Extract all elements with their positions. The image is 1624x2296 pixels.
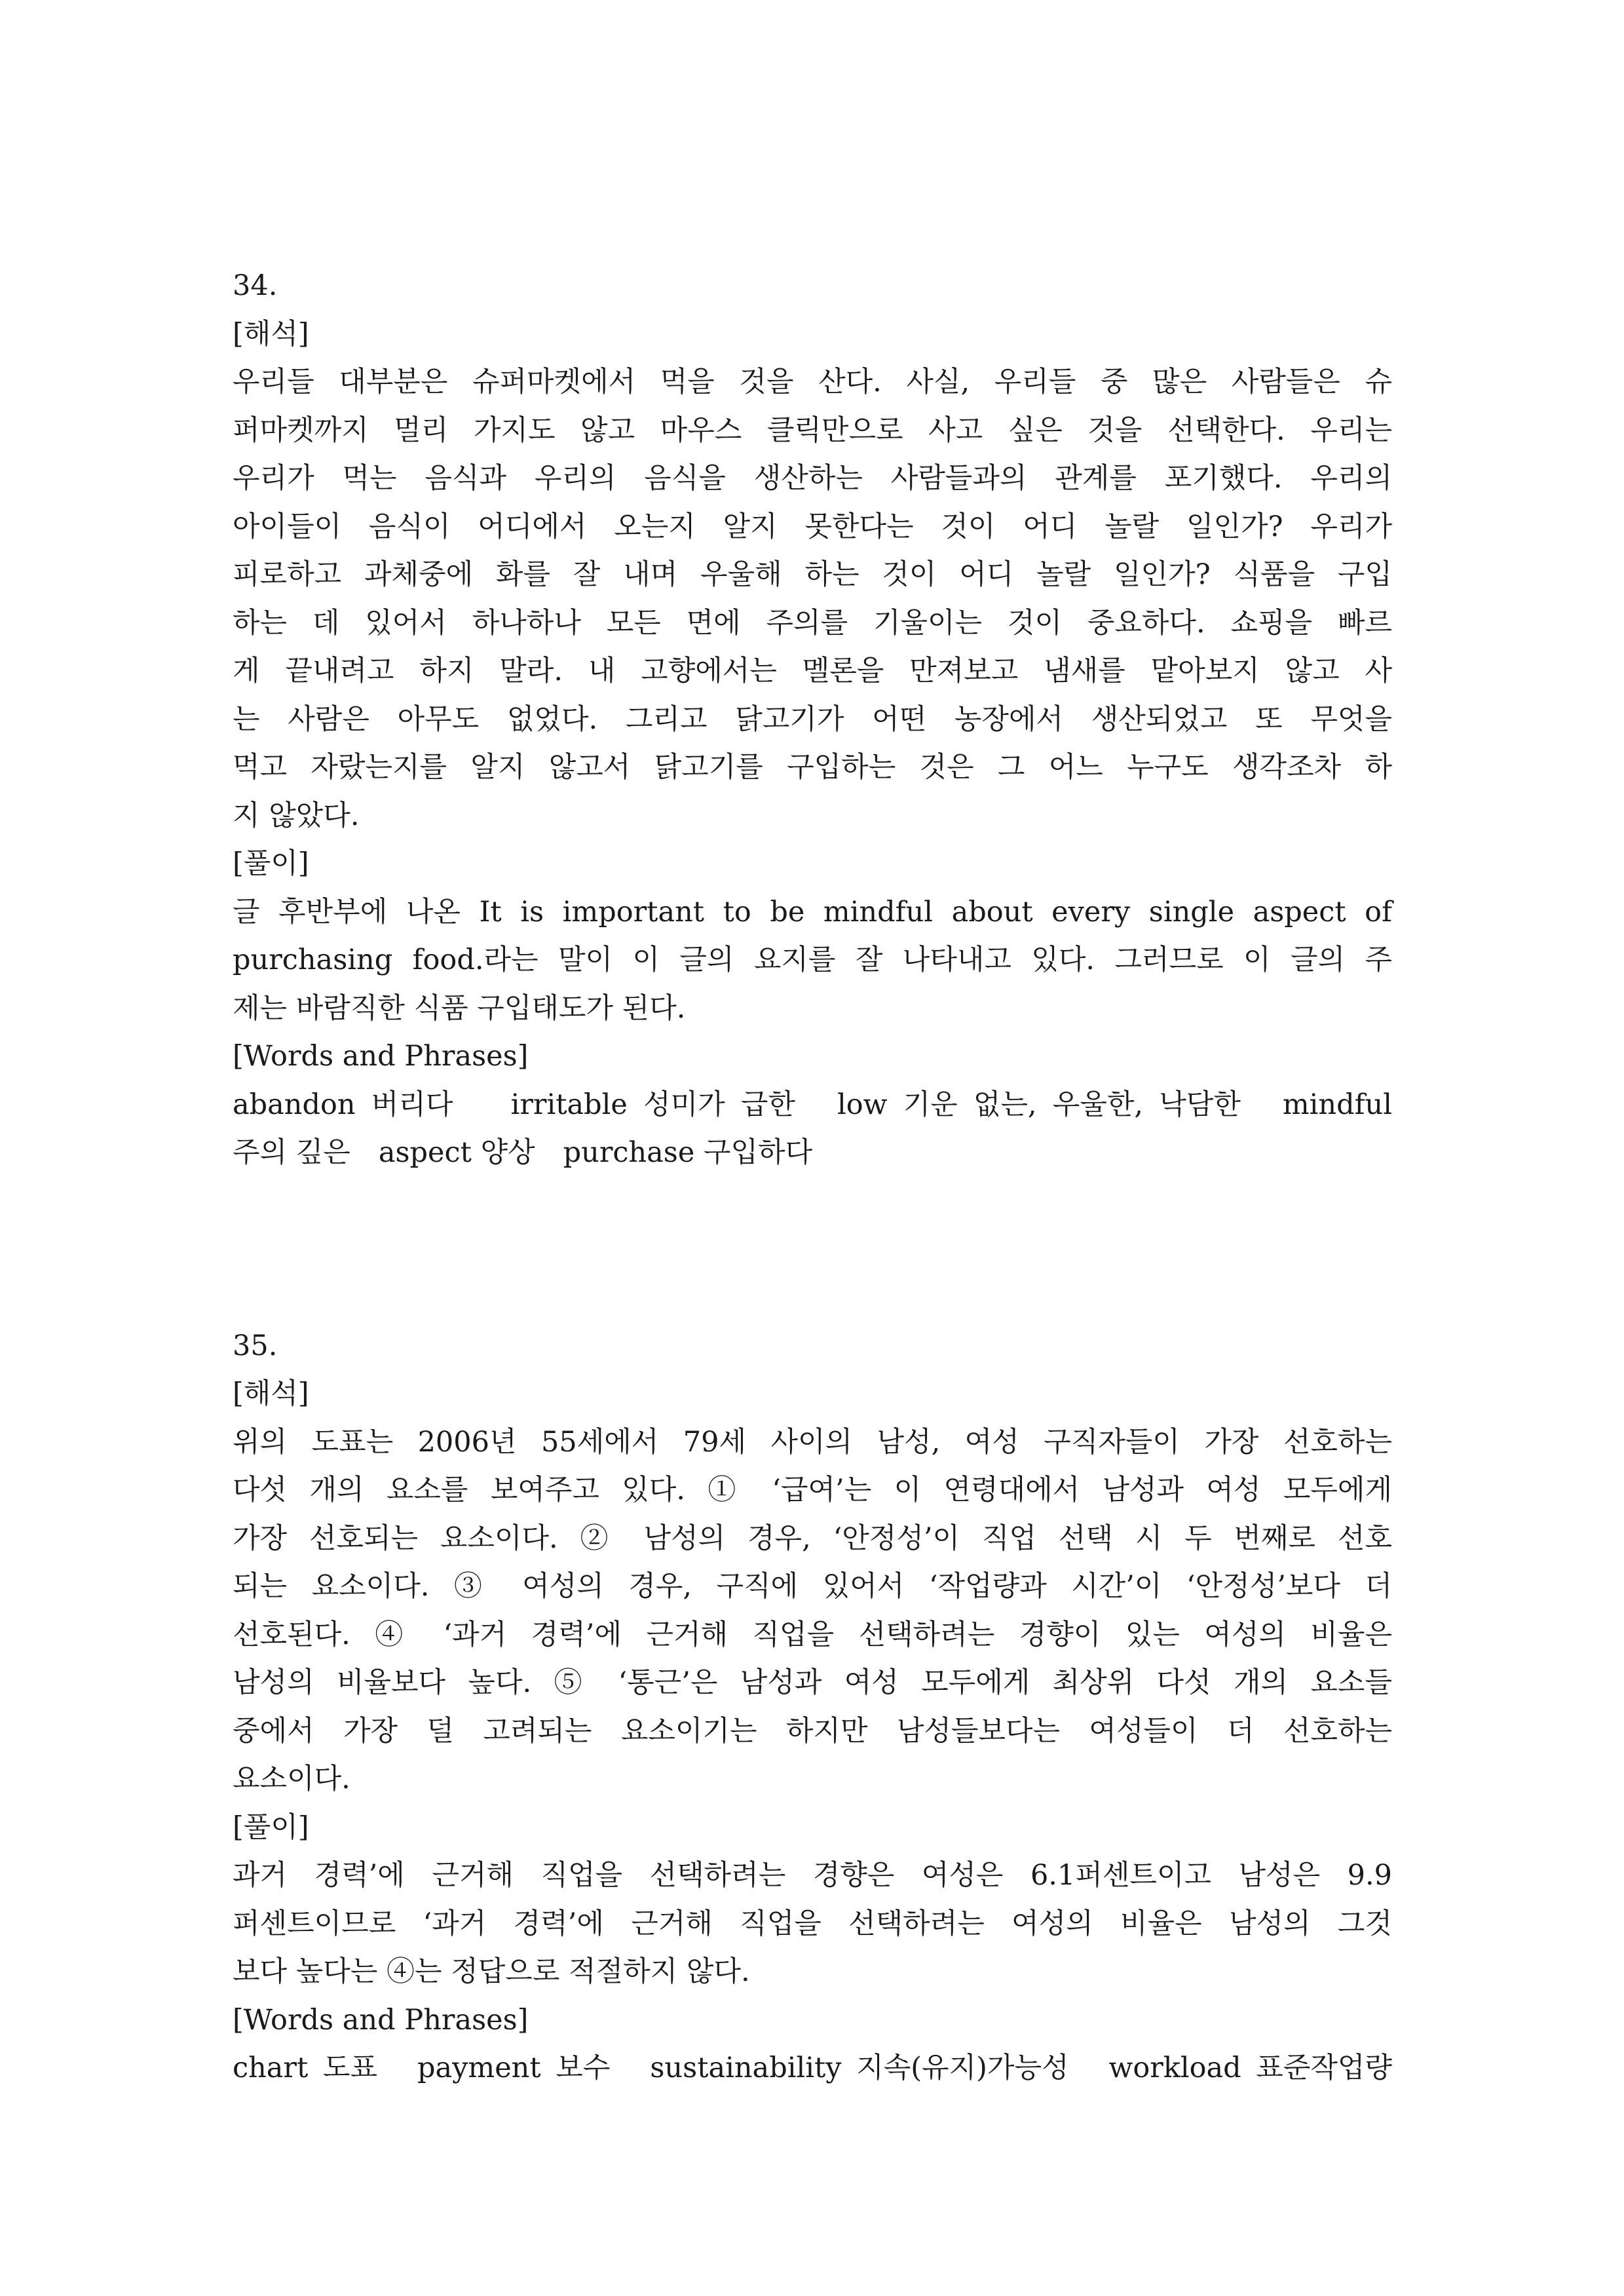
paragraph-line: 요소이다. bbox=[233, 1763, 350, 1795]
paragraph-line: 하는 데 있어서 하나하나 모든 면에 주의를 기울이는 것이 중요하다. 쇼핑을 빠르 bbox=[233, 606, 1392, 640]
section-35 bbox=[233, 1322, 1392, 2093]
paragraph-line: 는 사람은 아무도 없었다. 그리고 닭고기가 어떤 농장에서 생산되었고 또 무엇을 bbox=[233, 702, 1392, 736]
paragraph-line: 아이들이 음식이 어디에서 오는지 알지 못한다는 것이 어디 놀랄 일인가? 우리가 bbox=[233, 510, 1392, 543]
words-list bbox=[233, 1081, 1392, 1177]
paragraph-line: purchasing food.라는 말이 이 글의 요지를 잘 나타내고 있다. 그러므로 이 글의 주 bbox=[233, 944, 1392, 976]
paragraph-line: 지 않았다. bbox=[233, 799, 360, 832]
solution-heading: [풀이] bbox=[233, 1810, 309, 1844]
solution-paragraph bbox=[233, 889, 1392, 1033]
solution-paragraph bbox=[233, 1852, 1392, 1997]
paragraph-line: 우리가 먹는 음식과 우리의 음식을 생산하는 사람들과의 관계를 포기했다. 우리의 bbox=[233, 462, 1392, 495]
words-line: abandon 버리다 irritable 성미가 급한 low 기운 없는, 우울한, 낙담한 mindful bbox=[233, 1088, 1392, 1121]
interpretation-heading: [해석] bbox=[233, 317, 309, 351]
paragraph-line: 게 끝내려고 하지 말라. 내 고향에서는 멜론을 만져보고 냄새를 맡아보지 않고 사 bbox=[233, 655, 1392, 687]
paragraph-line: 되는 요소이다. ③ 여성의 경우, 구직에 있어서 ‘작업량과 시간’이 ‘안정성’보다 더 bbox=[233, 1570, 1392, 1603]
question-number: 34. bbox=[233, 269, 278, 302]
interpretation-paragraph bbox=[233, 358, 1392, 840]
question-number: 35. bbox=[233, 1329, 278, 1362]
solution-heading: [풀이] bbox=[233, 847, 309, 880]
paragraph-line: 중에서 가장 덜 고려되는 요소이기는 하지만 남성들보다는 여성들이 더 선호하는 bbox=[233, 1714, 1392, 1748]
interpretation-paragraph bbox=[233, 1419, 1392, 1804]
paragraph-line: 가장 선호되는 요소이다. ② 남성의 경우, ‘안정성’이 직업 선택 시 두 번째로 선호 bbox=[233, 1521, 1392, 1555]
document-page bbox=[233, 262, 1392, 2093]
words-heading: [Words and Phrases] bbox=[233, 2003, 529, 2037]
paragraph-line: 남성의 비율보다 높다. ⑤ ‘통근’은 남성과 여성 모두에게 최상위 다섯 개의 요소들 bbox=[233, 1666, 1392, 1699]
paragraph-line: 다섯 개의 요소를 보여주고 있다. ① ‘급여’는 이 연령대에서 남성과 여성 모두에게 bbox=[233, 1474, 1392, 1506]
paragraph-line: 퍼마켓까지 멀리 가지도 않고 마우스 클릭만으로 사고 싶은 것을 선택한다. 우리는 bbox=[233, 413, 1392, 447]
paragraph-line: 위의 도표는 2006년 55세에서 79세 사이의 남성, 여성 구직자들이 가장 선호하는 bbox=[233, 1425, 1392, 1459]
paragraph-line: 선호된다. ④ ‘과거 경력’에 근거해 직업을 선택하려는 경향이 있는 여성의 비율은 bbox=[233, 1618, 1392, 1651]
paragraph-line: 제는 바람직한 식품 구입태도가 된다. bbox=[233, 991, 686, 1025]
paragraph-line: 우리들 대부분은 슈퍼마켓에서 먹을 것을 산다. 사실, 우리들 중 많은 사람들은 슈 bbox=[233, 366, 1392, 398]
paragraph-line: 퍼센트이므로 ‘과거 경력’에 근거해 직업을 선택하려는 여성의 비율은 남성의 그것 bbox=[233, 1907, 1392, 1940]
words-line: chart 도표 payment 보수 sustainability 지속(유지)가능성 workload 표준작업량 bbox=[233, 2052, 1392, 2084]
paragraph-line: 보다 높다는 ④는 정답으로 적절하지 않다. bbox=[233, 1955, 750, 1988]
paragraph-line: 글 후반부에 나온 It is important to be mindful about every single aspect of bbox=[233, 895, 1392, 928]
paragraph-line: 과거 경력’에 근거해 직업을 선택하려는 경향은 여성은 6.1퍼센트이고 남성은 9.9 bbox=[233, 1859, 1392, 1892]
words-line: 주의 깊은 aspect 양상 purchase 구입하다 bbox=[233, 1136, 813, 1169]
section-34 bbox=[233, 262, 1392, 1177]
words-list bbox=[233, 2044, 1392, 2093]
interpretation-heading: [해석] bbox=[233, 1377, 309, 1410]
section-spacer bbox=[233, 1177, 1392, 1322]
paragraph-line: 먹고 자랐는지를 알지 않고서 닭고기를 구입하는 것은 그 어느 누구도 생각조차 하 bbox=[233, 751, 1392, 784]
paragraph-line: 피로하고 과체중에 화를 잘 내며 우울해 하는 것이 어디 놀랄 일인가? 식품을 구입 bbox=[233, 558, 1392, 591]
words-heading: [Words and Phrases] bbox=[233, 1040, 529, 1073]
